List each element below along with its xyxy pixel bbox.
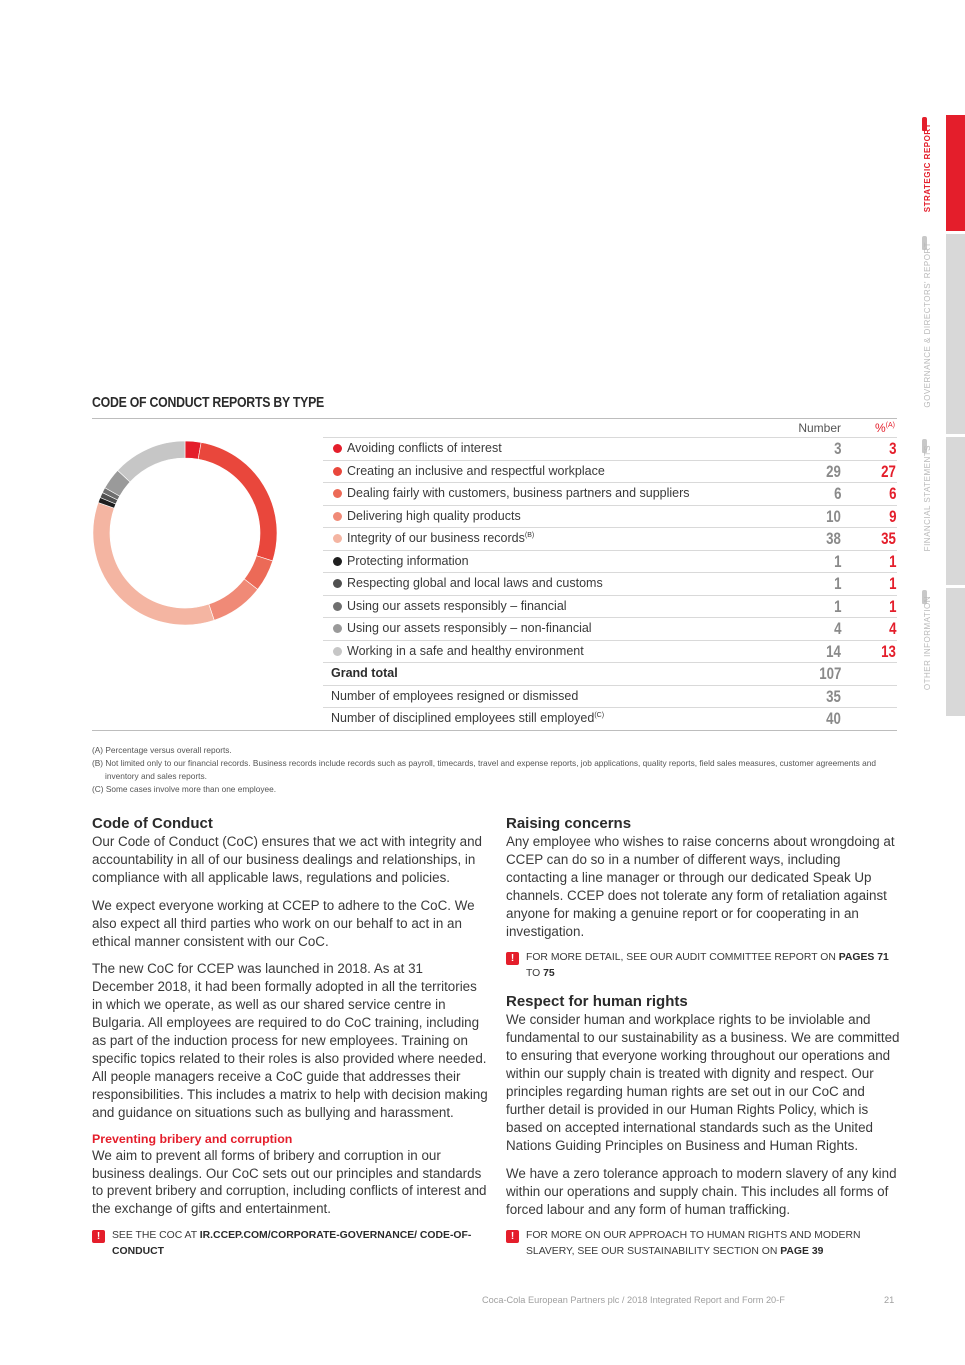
legend-dot: [333, 624, 342, 633]
row-number: 3: [833, 439, 841, 458]
concerns-heading: Raising concerns: [506, 815, 632, 832]
table-row: Respecting global and local laws and customs 1 1: [323, 572, 897, 595]
bribery-paragraph: We aim to prevent all forms of bribery and corruption in our business dealings. Our CoC sets out our principles and standards to prevent bribery and corruption, including conflicts of interest and the exchange of gifts and entertainment.: [92, 1147, 487, 1217]
page-link[interactable]: 75: [543, 967, 555, 979]
page-link[interactable]: PAGE 39: [780, 1245, 824, 1257]
coc-link-note[interactable]: ! SEE THE COC AT IR.CCEP.COM/CORPORATE-GOVERNANCE/ CODE-OF-CONDUCT: [92, 1228, 488, 1259]
row-percent: 9: [888, 506, 896, 526]
row-percent: 6: [888, 484, 896, 503]
footnotes: [92, 744, 902, 796]
tab-financial-statements[interactable]: [922, 437, 965, 585]
table-row: Using our assets responsibly – financial 1 1: [323, 595, 897, 618]
table-row: Working in a safe and healthy environment 14 13: [323, 640, 897, 663]
table-row: Using our assets responsibly – non-financial 4 4: [323, 617, 897, 640]
row-percent: 13: [881, 641, 896, 661]
row-number: 4: [833, 619, 841, 638]
row-number: 38: [826, 529, 841, 548]
donut-slice: [209, 579, 258, 620]
legend-dot: [333, 557, 342, 566]
header-number: Number: [798, 421, 841, 435]
row-percent: 1: [888, 596, 896, 616]
left-column: [92, 815, 488, 1271]
page-number: 21: [884, 1295, 895, 1305]
row-percent: 4: [888, 619, 896, 638]
footnote-b: (B) Not limited only to our financial records. Business records include records such as payroll, timecards, travel and expense reports, job applications, quality reports, field sales measures, customer agreements and inventory and sales reports.: [92, 758, 876, 781]
table-row: Avoiding conflicts of interest 3 3: [323, 437, 897, 460]
rights-paragraph: We consider human and workplace rights to be inviolable and fundamental to our sustainability as a business. We are committed to ensuring that everyone working throughout our operations and within our supply chain is treated with dignity and respect. Our principles regarding human rights are set out in our CoC and further detail is provided in our Human Rights Policy, which is based on accepted international standards such as the United Nations Guiding Principles on Business and Human Rights.: [506, 1012, 900, 1153]
disciplined-row: Number of disciplined employees still employed$^{(C)}$ 40: [323, 707, 897, 730]
page-link[interactable]: PAGES 71: [838, 952, 889, 964]
tab-strategic-report[interactable]: [922, 115, 965, 231]
row-number: 14: [826, 641, 841, 661]
row-percent: 27: [881, 461, 896, 481]
row-percent: 1: [888, 574, 896, 593]
row-number: 1: [833, 596, 841, 616]
coc-heading: Code of Conduct: [92, 815, 213, 832]
table-header: [323, 419, 897, 437]
donut-slice: [93, 503, 214, 625]
legend-dot: [333, 512, 342, 521]
table-row: Delivering high quality products 10 9: [323, 505, 897, 528]
legend-dot: [333, 534, 342, 543]
coc-paragraph: We expect everyone working at CCEP to adhere to the CoC. We also expect all third parties who work on our behalf to act in an ethical manner consistent with our CoC.: [92, 897, 475, 949]
divider: [92, 730, 897, 731]
tab-other-information[interactable]: [922, 588, 965, 716]
resigned-row: Number of employees resigned or dismissed 35: [323, 685, 897, 708]
tab-label: STRATEGIC REPORT: [922, 123, 932, 213]
coc-link[interactable]: IR.CCEP.COM/CORPORATE-GOVERNANCE/ CODE-OF-CONDUCT: [112, 1230, 472, 1257]
section-tabs: [922, 115, 965, 719]
table-row: Dealing fairly with customers, business partners and suppliers 6 6: [323, 482, 897, 505]
legend-dot: [333, 444, 342, 453]
row-number: 6: [833, 484, 841, 503]
row-number: 1: [833, 551, 841, 571]
coc-paragraph: The new CoC for CCEP was launched in 2018. As at 31 December 2018, it had been formally adopted in all the territories in which we operate, as well as our shared service centre in Bulgaria. All employees are required to do CoC training, including as part of the induction process for new employees. Training on specific topics related to their roles is also provided where needed. All people managers receive a CoC guide that addresses their responsibilities. This includes a matrix to help with decision making and guidance on situations such as bullying and harassment.: [92, 961, 488, 1120]
row-percent: 35: [881, 529, 896, 548]
table-row: Integrity of our business records$^{(B)}$ 38 35: [323, 527, 897, 550]
coc-paragraph: Our Code of Conduct (CoC) ensures that we act with integrity and accountability in all of our business dealings and relationships, in compliance with all applicable laws, regulations and policies.: [92, 834, 483, 885]
sustainability-note[interactable]: ! FOR MORE ON OUR APPROACH TO HUMAN RIGHTS AND MODERN SLAVERY, SEE OUR SUSTAINABILITY SECTION ON PAGE 39: [506, 1228, 902, 1259]
right-column: [506, 815, 902, 1271]
row-percent: 3: [888, 439, 896, 458]
table-row: Protecting information 1 1: [323, 550, 897, 573]
legend-dot: [333, 467, 342, 476]
row-percent: 1: [888, 551, 896, 571]
donut-slice: [118, 441, 185, 482]
tab-label: GOVERNANCE & DIRECTORS' REPORT: [922, 242, 932, 408]
legend-dot: [333, 489, 342, 498]
row-number: 29: [826, 461, 841, 481]
header-percent: %$^{(A)}$: [874, 421, 895, 435]
bribery-heading: Preventing bribery and corruption: [92, 1131, 293, 1146]
row-number: 10: [826, 506, 841, 526]
footnote-a: (A) Percentage versus overall reports.: [92, 745, 232, 755]
info-icon: !: [506, 1230, 519, 1243]
info-icon: !: [92, 1230, 105, 1243]
concerns-paragraph: Any employee who wishes to raise concerns about wrongdoing at CCEP can do so in a number of different ways, including contacting a line manager or through our dedicated Speak Up channels. CCEP does not tolerate any form of retaliation against anyone for making a genuine report or for cooperating in an investigation.: [506, 834, 895, 939]
reports-table: [323, 419, 897, 730]
legend-dot: [333, 647, 342, 656]
donut-slice: [198, 442, 277, 560]
legend-dot: [333, 602, 342, 611]
page-footer: Coca-Cola European Partners plc / 2018 Integrated Report and Form 20-F: [482, 1295, 785, 1305]
tab-label: OTHER INFORMATION: [922, 596, 932, 691]
audit-note[interactable]: ! FOR MORE DETAIL, SEE OUR AUDIT COMMITTEE REPORT ON PAGES 71 TO 75: [506, 950, 902, 981]
rights-paragraph: We have a zero tolerance approach to modern slavery of any kind within our operations and supply chain. This includes all forms of forced labour and any form of human trafficking.: [506, 1165, 897, 1217]
legend-dot: [333, 579, 342, 588]
tab-governance[interactable]: [922, 234, 965, 434]
footnote-c: (C) Some cases involve more than one employee.: [92, 784, 277, 794]
row-number: 1: [833, 574, 841, 593]
rights-heading: Respect for human rights: [506, 993, 688, 1011]
info-icon: !: [506, 952, 519, 965]
grand-total-row: Grand total 107: [323, 662, 897, 685]
donut-chart: [92, 440, 278, 626]
tab-label: FINANCIAL STATEMENTS: [922, 445, 932, 552]
table-row: Creating an inclusive and respectful workplace 29 27: [323, 460, 897, 483]
chart-title: CODE OF CONDUCT REPORTS BY TYPE: [92, 394, 325, 411]
